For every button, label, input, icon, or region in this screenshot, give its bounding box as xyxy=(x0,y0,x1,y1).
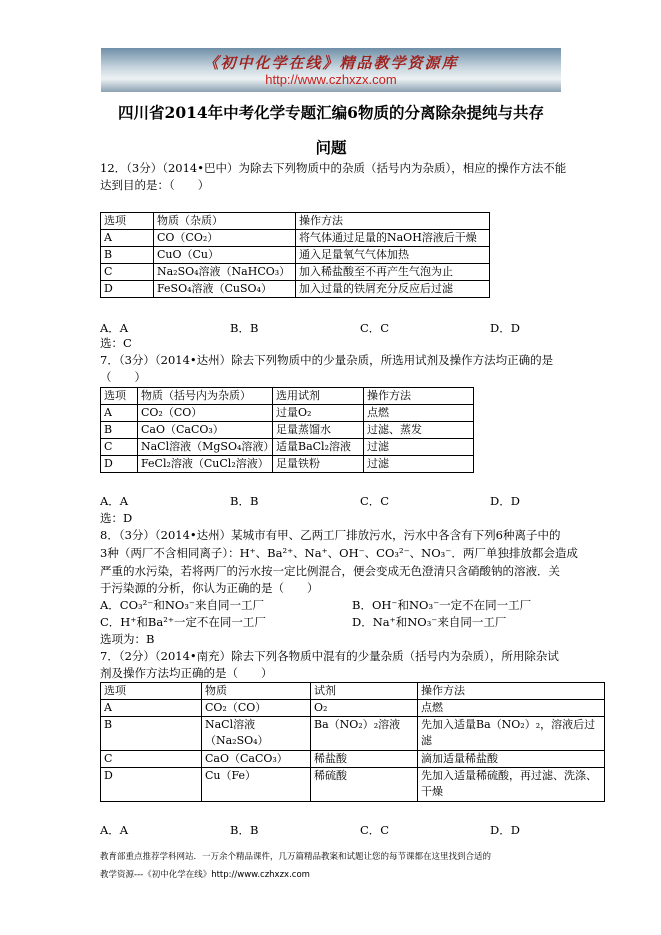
cell: FeCl₂溶液（CuCl₂溶液） xyxy=(138,456,273,473)
cell: Cu（Fe） xyxy=(202,768,311,802)
cell: FeSO₄溶液（CuSO₄） xyxy=(154,281,296,298)
q4-text: 剂及操作方法均正确的是（ ） xyxy=(100,666,273,680)
cell: 操作方法 xyxy=(364,388,474,405)
cell: CaO（CaCO₃） xyxy=(138,422,273,439)
cell: A xyxy=(101,700,202,717)
table-row xyxy=(101,717,605,751)
cell: CaO（CaCO₃） xyxy=(202,751,311,768)
q1-answer: 选：C xyxy=(100,336,132,350)
cell: 滴加适量稀盐酸 xyxy=(418,751,605,768)
cell: NaCl溶液（Na₂SO₄） xyxy=(202,717,311,751)
cell: 物质 xyxy=(202,683,311,700)
q1-text: 达到目的是：（ ） xyxy=(100,178,210,192)
option: C．C xyxy=(360,823,390,837)
table-row xyxy=(101,247,490,264)
option: D．D xyxy=(490,321,520,335)
q1-options xyxy=(100,320,620,336)
cell: CO₂（CO） xyxy=(138,405,273,422)
cell: 选用试剂 xyxy=(273,388,364,405)
site-banner xyxy=(101,48,561,92)
option: A．CO₃²⁻和NO₃⁻来自同一工厂 xyxy=(100,598,264,612)
cell: CO₂（CO） xyxy=(202,700,311,717)
q4-table xyxy=(100,682,605,802)
cell: 试剂 xyxy=(311,683,418,700)
cell: 操作方法 xyxy=(418,683,605,700)
option: C．C xyxy=(360,321,390,335)
q2-answer: 选：D xyxy=(100,511,133,525)
cell: 过滤 xyxy=(364,439,474,456)
table-header xyxy=(101,213,490,230)
q3-options-row xyxy=(100,614,620,631)
cell: 加入稀盐酸至不再产生气泡为止 xyxy=(296,264,490,281)
doc-title-cont: 问题 xyxy=(315,138,347,157)
option: A．A xyxy=(100,823,129,837)
footer-text: 教育部重点推荐学科网站．一万余个精品课件，几万篇精品教案和试题让您的每节课都在这里找到合适的 xyxy=(100,852,492,862)
option: D．Na⁺和NO₃⁻来自同一工厂 xyxy=(352,615,507,629)
option: B．B xyxy=(230,823,259,837)
cell: A xyxy=(101,405,138,422)
q4-options xyxy=(100,822,620,838)
q3-text: 8．（3分）（2014•达州）某城市有甲、乙两工厂排放污水，污水中各含有下列6种离子中的 xyxy=(100,528,561,542)
option: D．D xyxy=(490,494,520,508)
cell: 选项 xyxy=(101,388,138,405)
cell: D xyxy=(101,456,138,473)
table-row xyxy=(101,230,490,247)
cell: CuO（Cu） xyxy=(154,247,296,264)
cell: 通入足量氧气气体加热 xyxy=(296,247,490,264)
q3-answer: 选项为：B xyxy=(100,632,155,646)
option: B．OH⁻和NO₃⁻一定不在同一工厂 xyxy=(352,598,532,612)
cell: O₂ xyxy=(311,700,418,717)
table-row xyxy=(101,281,490,298)
table-row xyxy=(101,751,605,768)
cell: Na₂SO₄溶液（NaHCO₃） xyxy=(154,264,296,281)
cell: D xyxy=(101,281,154,298)
option: A．A xyxy=(100,494,129,508)
cell: 适量BaCl₂溶液 xyxy=(273,439,364,456)
footer-link[interactable]: 教学资源---《初中化学在线》http://www.czhxzx.com xyxy=(100,870,310,880)
cell: 物质（杂质） xyxy=(154,213,296,230)
table-row xyxy=(101,456,474,473)
table-row xyxy=(101,264,490,281)
table-row xyxy=(101,405,474,422)
option: C．C xyxy=(360,494,390,508)
cell: C xyxy=(101,264,154,281)
option: B．B xyxy=(230,494,259,508)
cell: 稀硫酸 xyxy=(311,768,418,802)
cell: 选项 xyxy=(101,683,202,700)
cell: 先加入适量稀硫酸，再过滤、洗涤、干燥 xyxy=(418,768,605,802)
cell: 过滤、蒸发 xyxy=(364,422,474,439)
cell: 将气体通过足量的NaOH溶液后干燥 xyxy=(296,230,490,247)
cell: NaCl溶液（MgSO₄溶液） xyxy=(138,439,273,456)
option: A．A xyxy=(100,321,129,335)
option: C．H⁺和Ba²⁺一定不在同一工厂 xyxy=(100,615,266,629)
q1-table xyxy=(100,212,490,298)
q2-text: （ ） xyxy=(100,370,146,384)
q1-text: 12．（3分）（2014•巴中）为除去下列物质中的杂质（括号内为杂质），相应的操作方法不能 xyxy=(100,161,567,175)
table-header xyxy=(101,388,474,405)
q3-options-row xyxy=(100,597,620,614)
cell: 过量O₂ xyxy=(273,405,364,422)
cell: 加入过量的铁屑充分反应后过滤 xyxy=(296,281,490,298)
cell: D xyxy=(101,768,202,802)
q4-text: 7．（2分）（2014•南充）除去下列各物质中混有的少量杂质（括号内为杂质），所用除杂试 xyxy=(100,649,559,663)
cell: 点燃 xyxy=(418,700,605,717)
cell: B xyxy=(101,247,154,264)
q3-text: 3种（两厂不含相同离子）：H⁺、Ba²⁺、Na⁺、OH⁻、CO₃²⁻、NO₃⁻．两厂单独排放都会造成 xyxy=(100,546,578,560)
option: B．B xyxy=(230,321,259,335)
banner-title: 《初中化学在线》精品教学资源库 xyxy=(203,54,459,72)
cell: Ba（NO₂）₂溶液 xyxy=(311,717,418,751)
cell: B xyxy=(101,717,202,751)
cell: CO（CO₂） xyxy=(154,230,296,247)
q2-table xyxy=(100,387,474,473)
cell: 点燃 xyxy=(364,405,474,422)
cell: 足量铁粉 xyxy=(273,456,364,473)
q3-text: 严重的水污染，若将两厂的污水按一定比例混合，便会变成无色澄清只含硝酸钠的溶液．关 xyxy=(100,564,560,578)
cell: 稀盐酸 xyxy=(311,751,418,768)
cell: 先加入适量Ba（NO₂）₂，溶液后过滤 xyxy=(418,717,605,751)
cell: 过滤 xyxy=(364,456,474,473)
q2-options xyxy=(100,493,620,509)
cell: 足量蒸馏水 xyxy=(273,422,364,439)
q3-text: 于污染源的分析，你认为正确的是（ ） xyxy=(100,581,319,595)
option: D．D xyxy=(490,823,520,837)
cell: 选项 xyxy=(101,213,154,230)
table-header xyxy=(101,683,605,700)
table-row xyxy=(101,422,474,439)
cell: A xyxy=(101,230,154,247)
q2-text: 7．（3分）（2014•达州）除去下列物质中的少量杂质，所选用试剂及操作方法均正确的是 xyxy=(100,353,554,367)
table-row xyxy=(101,768,605,802)
cell: 物质（括号内为杂质） xyxy=(138,388,273,405)
cell: B xyxy=(101,422,138,439)
cell: C xyxy=(101,439,138,456)
banner-url[interactable]: http://www.czhxzx.com xyxy=(265,72,397,87)
cell: C xyxy=(101,751,202,768)
table-row xyxy=(101,700,605,717)
doc-title: 四川省2014年中考化学专题汇编6物质的分离除杂提纯与共存 xyxy=(118,103,544,122)
table-row xyxy=(101,439,474,456)
cell: 操作方法 xyxy=(296,213,490,230)
